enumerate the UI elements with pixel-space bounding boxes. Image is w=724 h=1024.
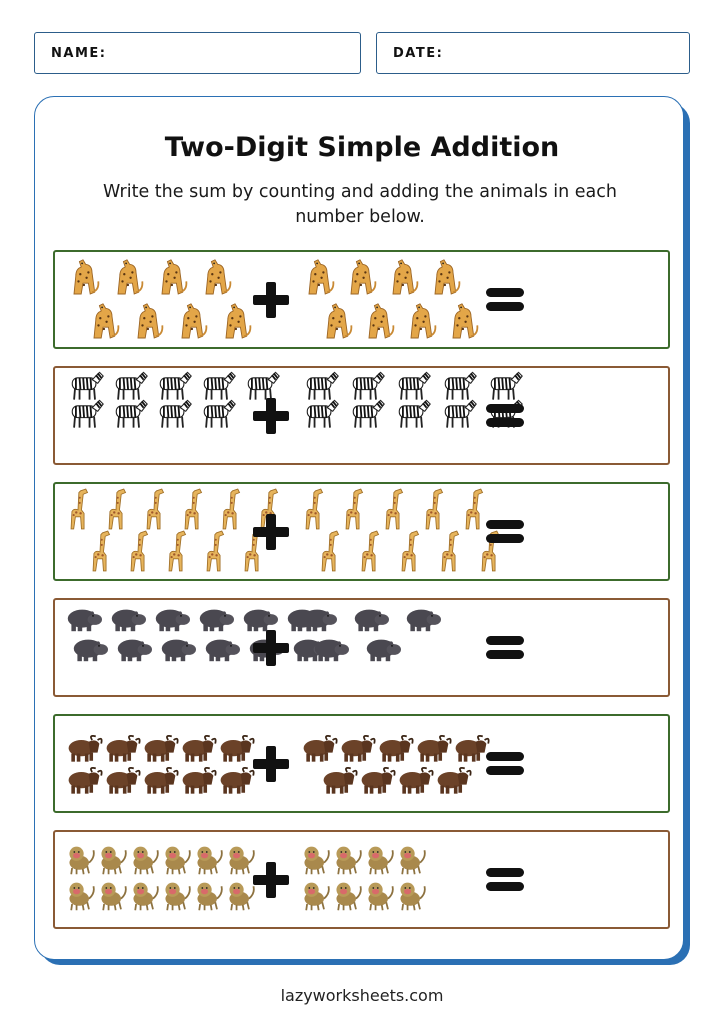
cheetah-icon [65, 256, 101, 300]
equals-icon [485, 750, 525, 778]
zebra-icon [197, 398, 237, 434]
plus-icon [251, 396, 291, 436]
buffalo-icon [300, 734, 338, 768]
cheetah-icon [318, 300, 354, 344]
equals-icon [485, 286, 525, 314]
giraffe-icon [396, 528, 422, 578]
plus-icon [251, 280, 291, 320]
giraffe-icon [163, 528, 189, 578]
equals-icon [485, 634, 525, 662]
zebra-icon [438, 398, 478, 434]
zebra-icon [153, 398, 193, 434]
baboon-icon [193, 880, 225, 916]
cheetah-icon [300, 256, 336, 300]
problem-row [53, 714, 670, 813]
plus-icon [251, 512, 291, 552]
cheetah-icon [197, 256, 233, 300]
giraffe-icon [316, 528, 342, 578]
buffalo-icon [141, 766, 179, 800]
buffalo-icon [396, 766, 434, 800]
hippo-icon [312, 636, 350, 667]
hippo-icon [153, 606, 191, 637]
cheetah-icon [444, 300, 480, 344]
cheetah-icon [109, 256, 145, 300]
baboon-icon [129, 880, 161, 916]
equals-icon [485, 518, 525, 546]
baboon-icon [364, 880, 396, 916]
hippo-icon [300, 606, 338, 637]
baboon-icon [364, 844, 396, 880]
cheetah-icon [342, 256, 378, 300]
problem-row [53, 250, 670, 349]
plus-icon [251, 744, 291, 784]
equals-icon [485, 402, 525, 430]
giraffe-icon [87, 528, 113, 578]
buffalo-icon [141, 734, 179, 768]
buffalo-icon [320, 766, 358, 800]
buffalo-icon [434, 766, 472, 800]
baboon-icon [97, 880, 129, 916]
baboon-icon [193, 844, 225, 880]
buffalo-icon [376, 734, 414, 768]
buffalo-icon [103, 766, 141, 800]
cheetah-icon [85, 300, 121, 344]
baboon-icon [332, 880, 364, 916]
buffalo-icon [179, 766, 217, 800]
baboon-icon [161, 844, 193, 880]
plus-icon [251, 860, 291, 900]
hippo-icon [197, 606, 235, 637]
zebra-icon [109, 398, 149, 434]
cheetah-icon [173, 300, 209, 344]
buffalo-icon [103, 734, 141, 768]
buffalo-icon [414, 734, 452, 768]
baboon-icon [332, 844, 364, 880]
date-field[interactable] [376, 32, 690, 74]
baboon-icon [65, 844, 97, 880]
zebra-icon [346, 398, 386, 434]
footer-site: lazyworksheets.com [280, 986, 444, 1005]
name-field[interactable] [34, 32, 361, 74]
hippo-icon [65, 606, 103, 637]
date-label: DATE: [393, 45, 444, 61]
giraffe-icon [436, 528, 462, 578]
buffalo-icon [217, 734, 255, 768]
problem-row [53, 830, 670, 929]
worksheet-instructions: Write the sum by counting and adding the animals in each number below. [103, 182, 617, 227]
zebra-icon [392, 398, 432, 434]
hippo-icon [352, 606, 390, 637]
baboon-icon [396, 844, 428, 880]
hippo-icon [109, 606, 147, 637]
hippo-icon [115, 636, 153, 667]
baboon-icon [161, 880, 193, 916]
cheetah-icon [129, 300, 165, 344]
zebra-icon [300, 398, 340, 434]
problem-row [53, 366, 670, 465]
baboon-icon [396, 880, 428, 916]
worksheet-title: Two-Digit Simple Addition [164, 132, 560, 163]
buffalo-icon [217, 766, 255, 800]
name-label: NAME: [51, 45, 107, 61]
cheetah-icon [384, 256, 420, 300]
zebra-icon [65, 398, 105, 434]
baboon-icon [300, 880, 332, 916]
cheetah-icon [360, 300, 396, 344]
hippo-icon [404, 606, 442, 637]
baboon-icon [129, 844, 161, 880]
buffalo-icon [179, 734, 217, 768]
plus-icon [251, 628, 291, 668]
giraffe-icon [201, 528, 227, 578]
equals-icon [485, 866, 525, 894]
hippo-icon [71, 636, 109, 667]
cheetah-icon [426, 256, 462, 300]
buffalo-icon [338, 734, 376, 768]
cheetah-icon [402, 300, 438, 344]
giraffe-icon [356, 528, 382, 578]
problem-row [53, 482, 670, 581]
giraffe-icon [125, 528, 151, 578]
cheetah-icon [217, 300, 253, 344]
baboon-icon [65, 880, 97, 916]
baboon-icon [97, 844, 129, 880]
hippo-icon [203, 636, 241, 667]
hippo-icon [364, 636, 402, 667]
cheetah-icon [153, 256, 189, 300]
hippo-icon [159, 636, 197, 667]
problem-row [53, 598, 670, 697]
buffalo-icon [65, 766, 103, 800]
buffalo-icon [65, 734, 103, 768]
buffalo-icon [358, 766, 396, 800]
baboon-icon [300, 844, 332, 880]
